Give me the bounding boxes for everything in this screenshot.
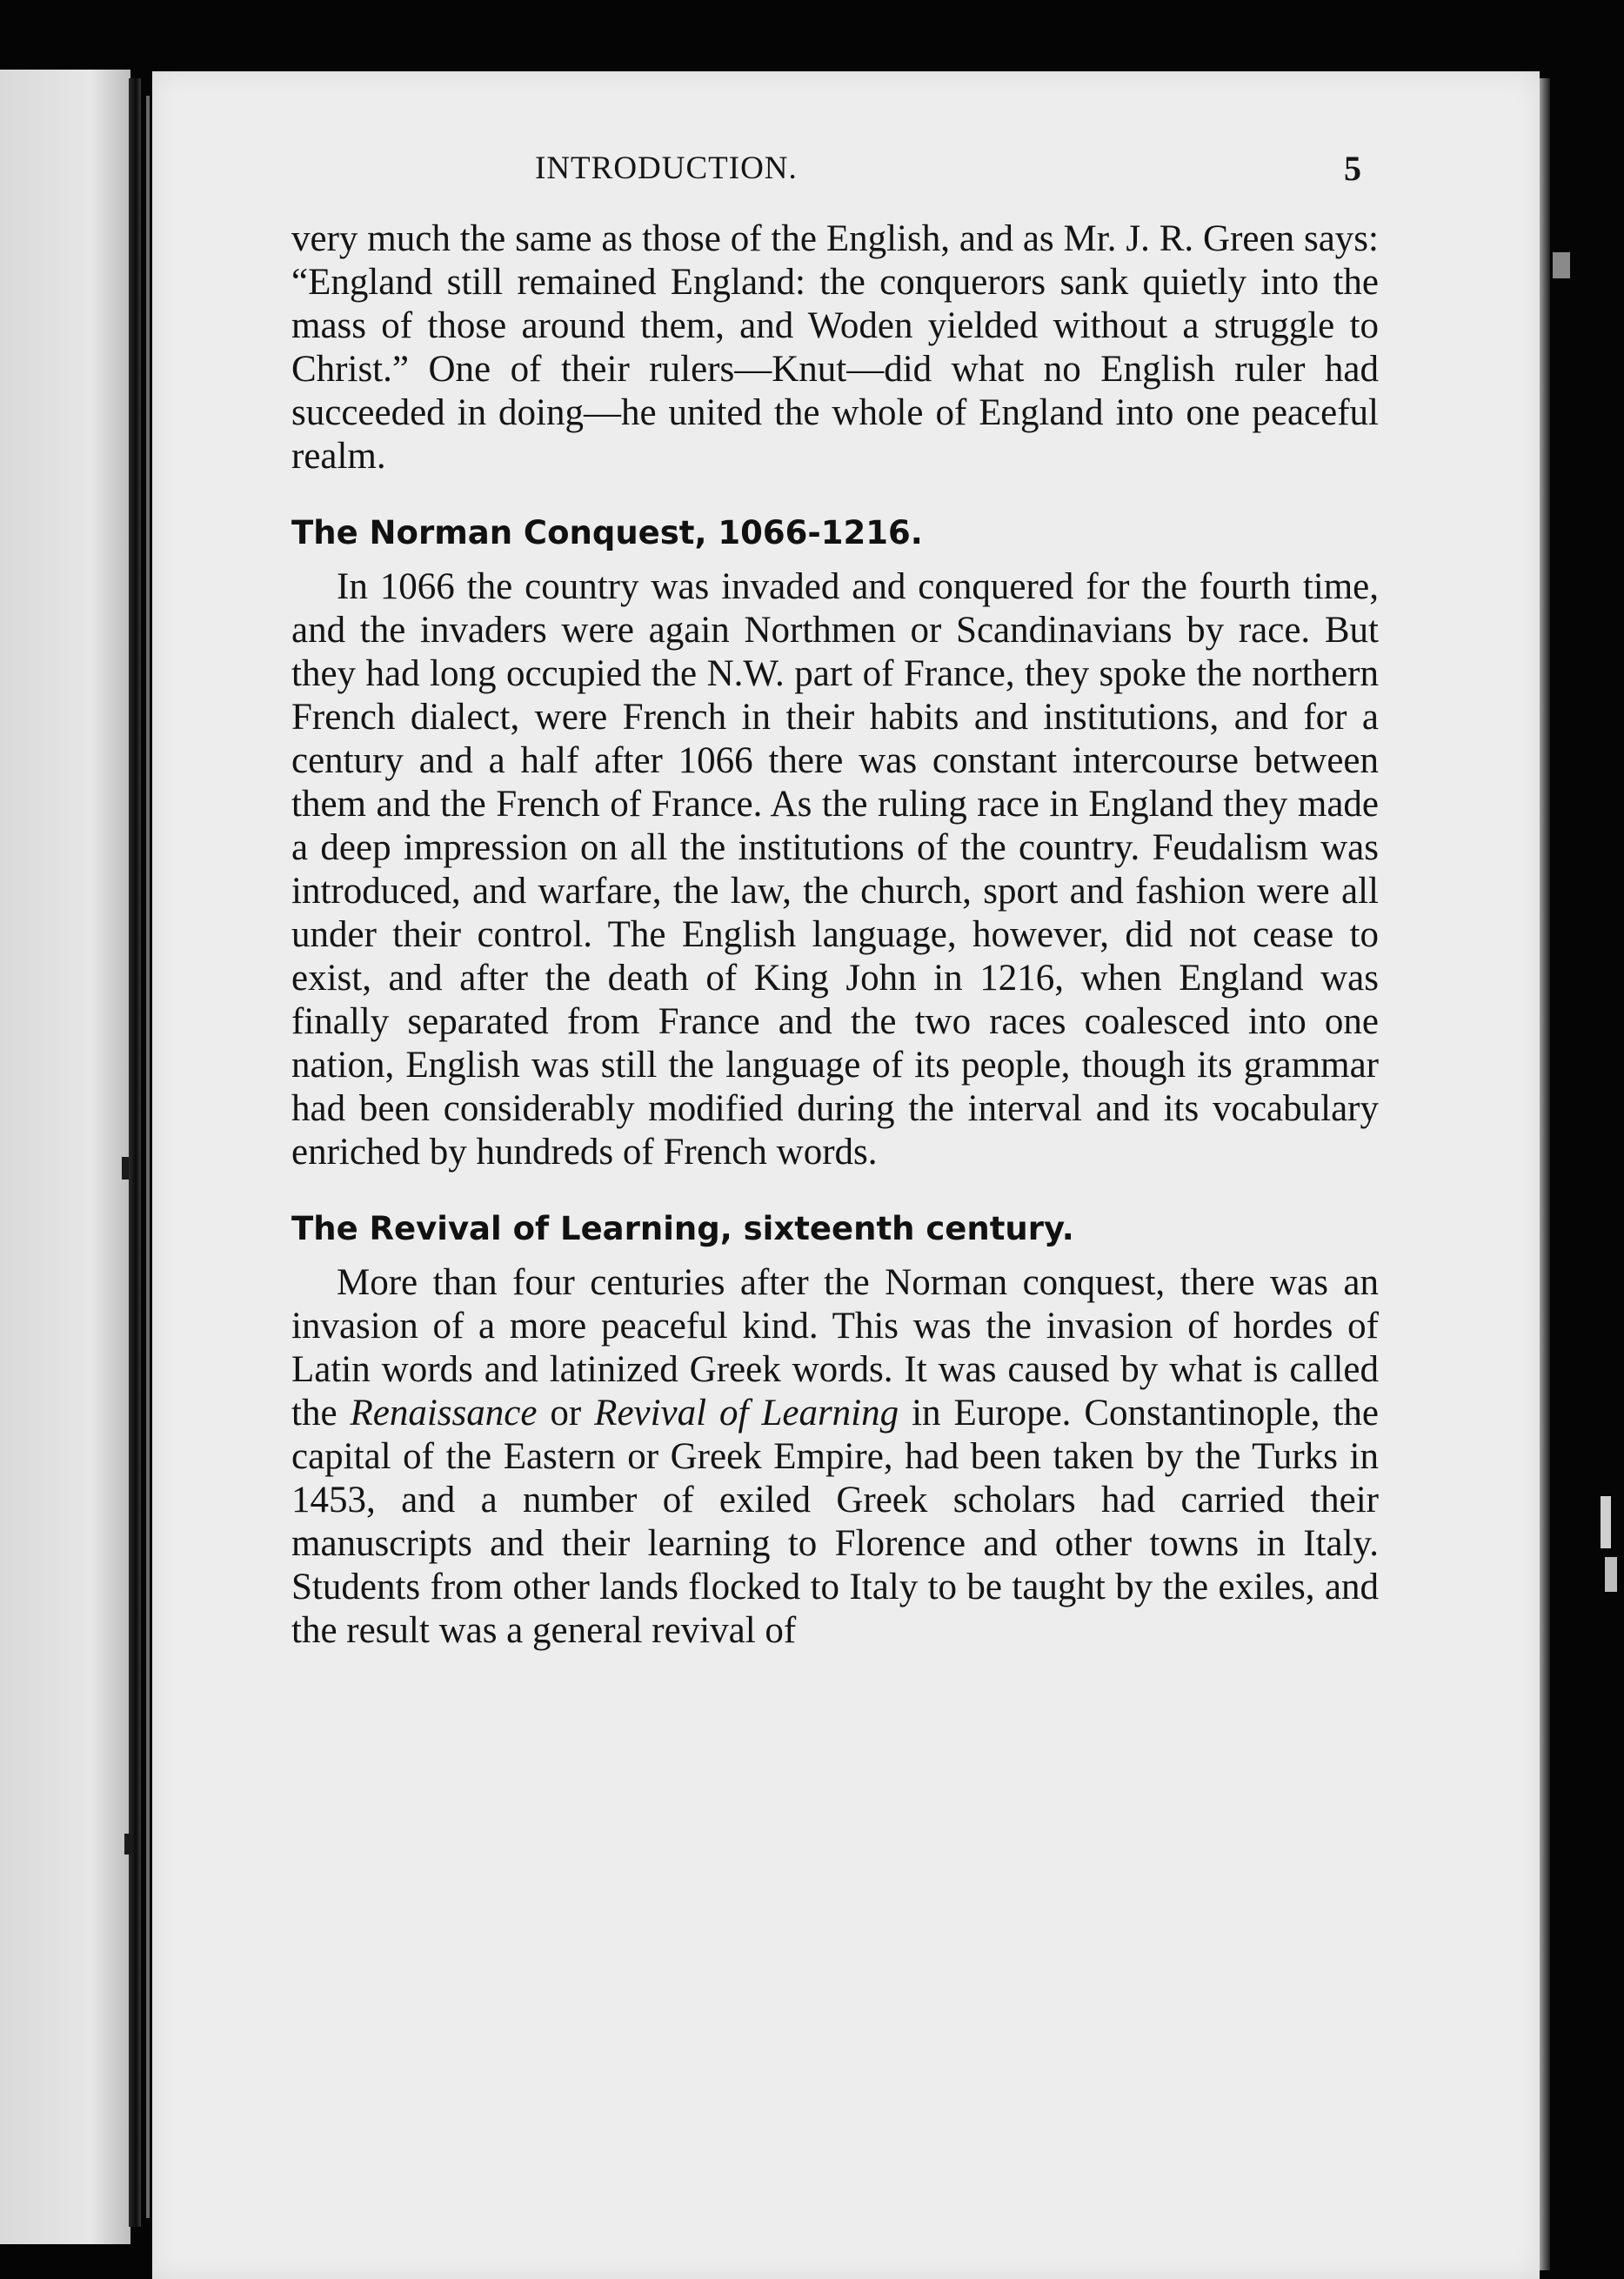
scan-artifact xyxy=(124,1834,133,1855)
running-head-title: INTRODUCTION. xyxy=(535,150,798,186)
book-page xyxy=(152,71,1540,2279)
paragraph-text: or xyxy=(537,1393,595,1434)
paragraph-text: in Europe. Constantinople, the capital of the Eastern or Greek Empire, had been taken by the Turks in 1453, and a number of exiled Greek scholars had carried their manuscripts and their learning to Florence and other towns in Italy. Students from other lands flocked to Italy to be taught by the exiles, and the result was a general revival of xyxy=(291,1393,1379,1651)
section-heading-revival-of-learning: The Revival of Learning, sixteenth century. xyxy=(291,1210,1074,1247)
page-number: 5 xyxy=(1344,149,1361,188)
scan-artifact xyxy=(122,1157,129,1180)
book-binding-gutter xyxy=(129,78,141,2227)
paragraph-continuation: very much the same as those of the English, and as Mr. J. R. Green says: “England still remained England: the conquerors sank quietly into the mass of those around them, and Woden yielded without a struggle to Christ.” One of their rulers—Knut—did what no English ruler had succeeded in doing—he united the whole of England into one peaceful realm. xyxy=(291,218,1379,477)
section-heading-norman-conquest: The Norman Conquest, 1066-1216. xyxy=(291,514,923,551)
binding-line xyxy=(146,96,150,2218)
italic-term-renaissance: Renaissance xyxy=(350,1393,538,1434)
scan-artifact xyxy=(1605,1557,1617,1592)
italic-term-revival-of-learning: Revival of Learning xyxy=(594,1393,899,1434)
facing-page-edge xyxy=(0,70,130,2244)
paragraph-revival-of-learning xyxy=(291,1261,1379,1653)
paragraph-norman-conquest: In 1066 the country was invaded and conquered for the fourth time, and the invaders were again Northmen or Scandinavians by race. But they had long occupied the N.W. part of France, they spoke the northern French dialect, were French in their habits and institutions, and for a century and a half after 1066 there was constant intercourse between them and the French of France. As the ruling race in England they made a deep impression on all the institutions of the country. Feudalism was introduced, and warfare, the law, the church, sport and fashion were all under their control. The English language, however, did not cease to exist, and after the death of King John in 1216, when England was finally separated from France and the two races coalesced into one nation, English was still the language of its people, though its grammar had been considerably modified during the interval and its vocabulary enriched by hundreds of French words. xyxy=(291,566,1379,1173)
page-body xyxy=(291,217,1379,1653)
scan-artifact xyxy=(1601,1496,1611,1548)
page-right-edge-shadow xyxy=(1540,78,1550,2270)
paragraph-text: More than four centuries after the Norman conquest, there was an invasion of a more peaceful kind. This was the invasion of hordes of Latin words and latinized Greek words. It was caused by what is called the xyxy=(291,1262,1379,1434)
scan-artifact xyxy=(1553,252,1570,278)
